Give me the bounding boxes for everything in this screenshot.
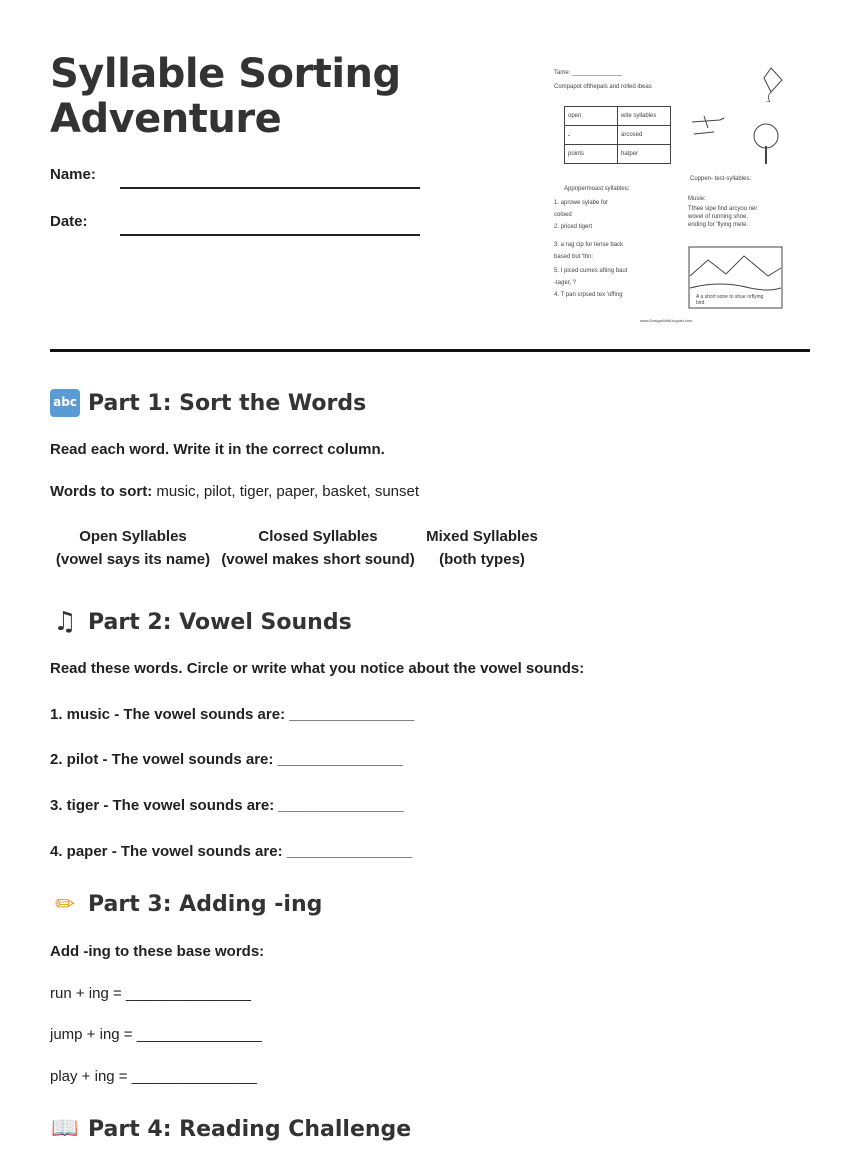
thumb-table [564, 106, 671, 164]
thumb-line: coloed [554, 212, 572, 218]
ing-item: run + ing = _______________ [50, 985, 252, 1002]
thumb-caption: A a short sone to shue orflying bird. [696, 294, 766, 306]
date-label: Date: [50, 213, 88, 230]
part4-heading-text: Part 4: Reading Challenge [88, 1116, 412, 1142]
word-list: music, pilot, tiger, paper, basket, sunset [156, 483, 420, 500]
thumb-name-line: Tame: _______________ [554, 70, 623, 76]
thumb-line: Tthee sipe find arcyou ner [688, 206, 758, 212]
thumb-right-header: Cuppen- test-syllables: [690, 176, 752, 182]
part1-instruction: Read each word. Write it in the correct column. [50, 441, 385, 458]
column-closed-syllables [216, 528, 420, 568]
column-open-syllables [50, 528, 216, 568]
thumb-cell: wite syllables [618, 107, 671, 126]
thumb-line: 5. I piced cumes afting baut [554, 268, 628, 274]
thumb-line: 2. priced tigert [554, 224, 593, 230]
airplane-icon [690, 112, 726, 140]
ing-item: play + ing = _______________ [50, 1068, 257, 1085]
book-icon: 📖 [51, 1116, 79, 1141]
page-title: Syllable Sorting Adventure [50, 51, 401, 142]
pencil-icon: ✏ [54, 890, 76, 918]
column-subtitle: (vowel makes short sound) [221, 551, 415, 568]
abc-icon: abc [50, 389, 80, 417]
vowel-item: 4. paper - The vowel sounds are: _______________ [50, 843, 412, 860]
music-note-icon: ♫ [53, 607, 77, 637]
part1-heading-text: Part 1: Sort the Words [88, 390, 367, 416]
thumb-line: 4. T pan crpsed tex 'offing [554, 292, 623, 298]
thumb-line: Musie: [688, 196, 706, 202]
column-mixed-syllables [420, 528, 544, 568]
thumb-line: 1. aprowe sylabe for [554, 200, 609, 206]
thumb-left-header: Appripermoast syllables: [564, 186, 630, 192]
words-label: Words to sort: [50, 483, 153, 500]
part2-instruction: Read these words. Circle or write what you notice about the vowel sounds: [50, 660, 585, 677]
part4-heading [50, 1115, 411, 1143]
column-subtitle: (both types) [439, 551, 525, 568]
part3-heading [50, 890, 322, 918]
thumb-cell: arcosed [618, 126, 671, 145]
words-to-sort [50, 483, 419, 500]
ing-item: jump + ing = _______________ [50, 1026, 262, 1043]
date-field[interactable] [120, 234, 420, 236]
column-title: Open Syllables [79, 528, 187, 545]
worksheet-thumbnail [548, 62, 788, 330]
column-title: Closed Syllables [258, 528, 378, 545]
part3-instruction: Add -ing to these base words: [50, 943, 265, 960]
thumb-cell: 𝅘𝅥 [565, 126, 618, 145]
thumb-cell: open [565, 107, 618, 126]
column-subtitle: (vowel says its name) [55, 551, 211, 568]
part2-heading [50, 608, 352, 636]
part2-heading-text: Part 2: Vowel Sounds [88, 609, 352, 635]
part1-heading [50, 389, 366, 417]
thumb-line: based but 'thn: [554, 254, 594, 260]
vowel-item: 3. tiger - The vowel sounds are: _______________ [50, 797, 404, 814]
header-divider [50, 349, 810, 352]
name-label: Name: [50, 166, 96, 183]
name-field[interactable] [120, 187, 420, 189]
thumb-line: ending for 'flying mete. [688, 222, 749, 228]
vowel-item: 1. music - The vowel sounds are: _______________ [50, 706, 415, 723]
thumb-line: wovel of running shoe. [688, 214, 749, 220]
part3-heading-text: Part 3: Adding -ing [88, 891, 323, 917]
column-title: Mixed Syllables [426, 528, 538, 545]
thumb-cell: hatper [618, 145, 671, 164]
thumb-subtitle: Compapot ofthepals and rolled ibeas [554, 84, 652, 90]
thumb-line: 3. a rag cip for tense back [554, 242, 624, 248]
thumb-footer: www.DesignWithLinguist.com [640, 318, 693, 323]
thumb-line: -tager, ? [554, 280, 577, 286]
kite-icon [756, 66, 786, 102]
tree-icon [748, 120, 784, 166]
thumb-cell: points [565, 145, 618, 164]
vowel-item: 2. pilot - The vowel sounds are: _______________ [50, 751, 403, 768]
